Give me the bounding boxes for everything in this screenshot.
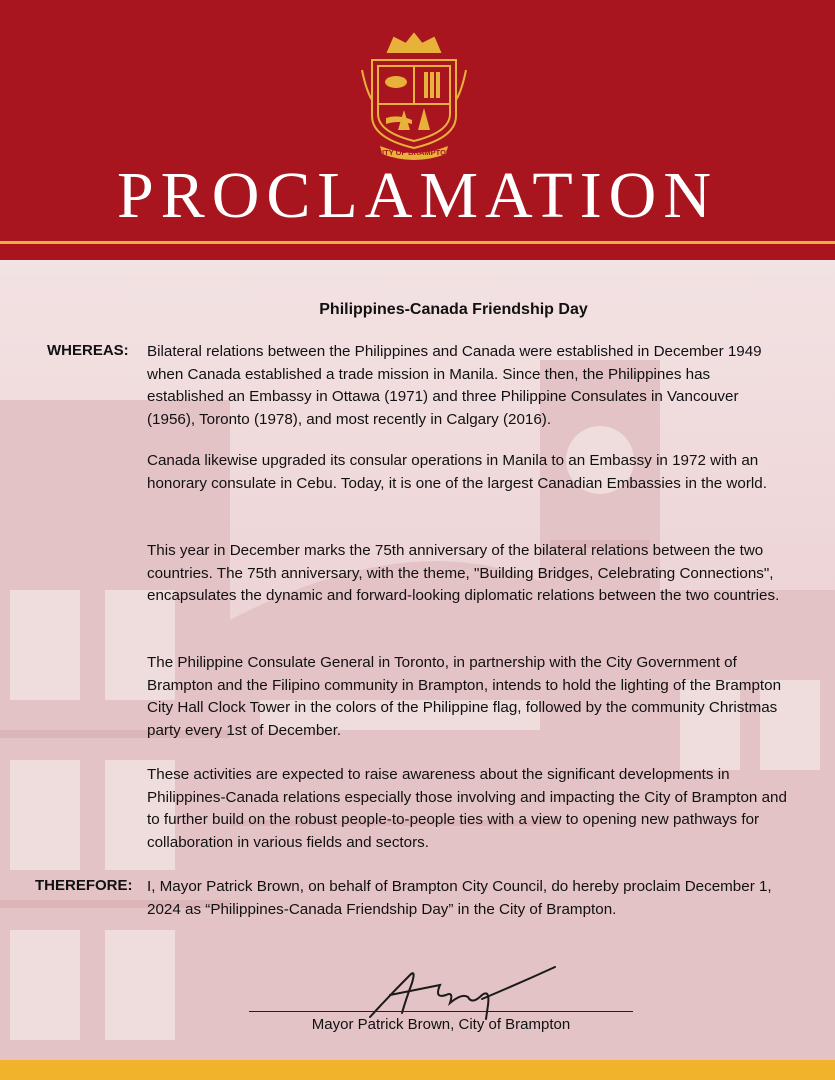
whereas-paragraph-2: Canada likewise upgraded its consular operations in Manila to an Embassy in 1972 with an honorary consulate in Cebu. Today, it is one of the largest Canadian Embassies in the world. xyxy=(147,452,767,492)
mayor-signature xyxy=(350,955,570,1025)
therefore-label: THEREFORE: xyxy=(35,877,133,894)
document-title: Philippines-Canada Friendship Day xyxy=(319,301,588,318)
whereas-label: WHEREAS: xyxy=(47,342,129,359)
footer-gold-band xyxy=(0,1060,835,1080)
therefore-paragraph: I, Mayor Patrick Brown, on behalf of Brampton City Council, do hereby proclaim December 1, 2024 as “Philippines-Canada Friendship Day” in the City of Brampton. xyxy=(147,878,772,918)
signature-name: Mayor Patrick Brown, City of Brampton xyxy=(311,1016,571,1033)
whereas-paragraph-3: This year in December marks the 75th anniversary of the bilateral relations between the two countries. The 75th anniversary, with the theme, "Building Bridges, Celebrating Connections", encapsulates the dynamic and forward-looking diplomatic relations between the two countries. xyxy=(147,542,780,604)
whereas-paragraph-5: These activities are expected to raise awareness about the significant developments in Philippines-Canada relations especially those involving and impacting the City of Brampton and to further build on the robust people-to-people ties with a view to opening new pathways for collaboration in various fields and sectors. xyxy=(147,766,787,851)
whereas-paragraph-4: The Philippine Consulate General in Toronto, in partnership with the City Government of Brampton and the Filipino community in Brampton, intends to hold the lighting of the Brampton City Hall Clock Tower in the colors of the Philippine flag, followed by the community Christmas party every 1st of December. xyxy=(147,654,782,739)
whereas-paragraph-1: Bilateral relations between the Philippines and Canada were established in December 1949 when Canada established a trade mission in Manila. Since then, the Philippines has established an Embassy in Ottawa (1971) and three Philippine Consulates in Vancouver (1956), Toronto (1978), and most recently in Calgary (2016). xyxy=(147,343,762,428)
proclamation-title: PROCLAMATION xyxy=(116,159,719,232)
svg-text:CITY OF BRAMPTON: CITY OF BRAMPTON xyxy=(376,148,452,157)
signature-line xyxy=(249,1011,633,1012)
